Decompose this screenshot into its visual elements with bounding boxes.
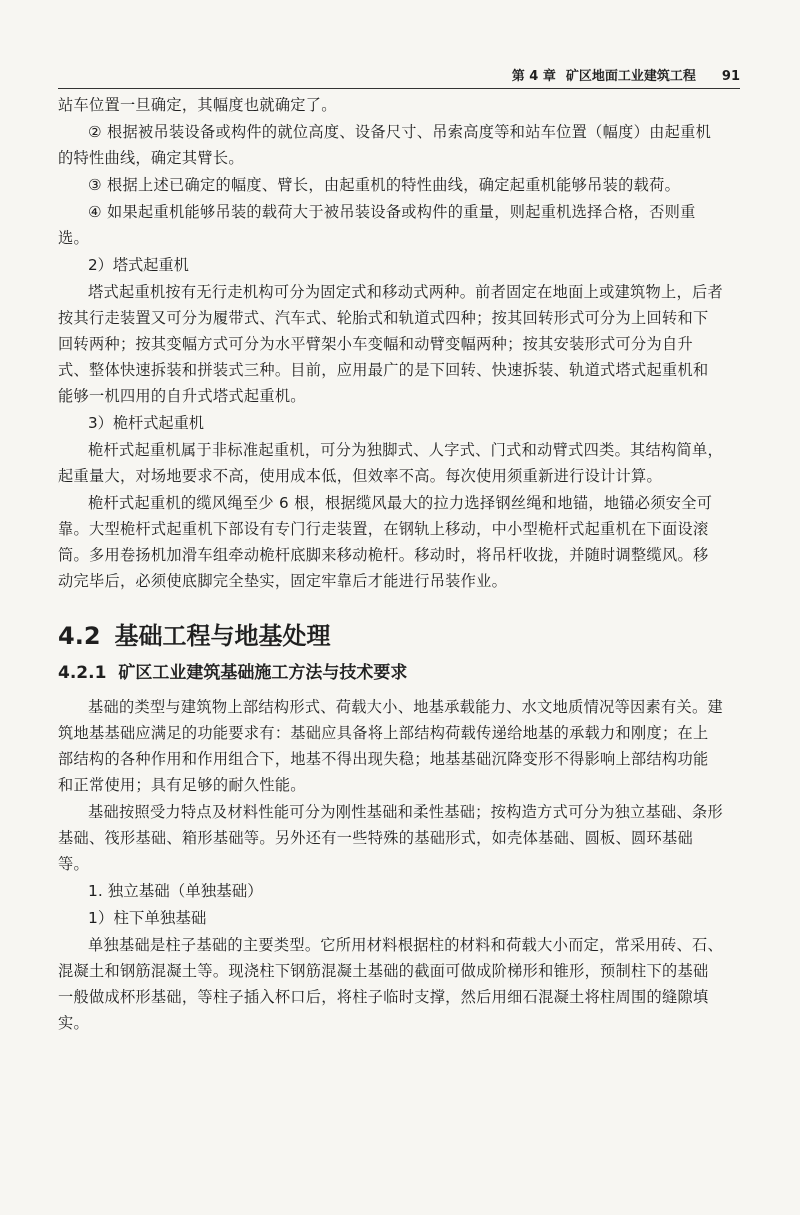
paragraph-step-2: ② 根据被吊装设备或构件的就位高度、设备尺寸、吊索高度等和站车位置（幅度）由起重机的特性曲线，确定其臂长。 <box>58 123 712 167</box>
section-number: 4.2 <box>58 622 101 650</box>
section-heading <box>58 616 723 656</box>
page-number: 91 <box>721 69 740 84</box>
paragraph-mast-crane-1: 桅杆式起重机属于非标准起重机，可分为独脚式、人字式、门式和动臂式四类。其结构简单，起重量大，对场地要求不高，使用成本低，但效率不高。每次使用须重新进行设计计算。 <box>58 441 723 485</box>
paragraph-column-foundation: 单独基础是柱子基础的主要类型。它所用材料根据柱的材料和荷载大小而定，常采用砖、石、混凝土和钢筋混凝土等。现浇柱下钢筋混凝土基础的截面可做成阶梯形和锥形，预制柱下的基础一般做成杯形基础，等柱子插入杯口后，将柱子临时支撑，然后用细石混凝土将柱周围的缝隙填实。 <box>58 936 723 1032</box>
paragraph-mast-crane-2: 桅杆式起重机的缆风绳至少 6 根，根据缆风最大的拉力选择钢丝绳和地锚，地锚必须安全可靠。大型桅杆式起重机下部设有专门行走装置，在钢轨上移动，中小型桅杆式起重机在下面设滚筒。多用卷扬机加滑车组牵动桅杆底脚来移动桅杆。移动时，将吊杆收拢，并随时调整缆风。移动完毕后，必须使底脚完全垫实，固定牢靠后才能进行吊装作业。 <box>58 494 713 590</box>
paragraph-step-3: ③ 根据上述已确定的幅度、臂长，由起重机的特性曲线，确定起重机能够吊装的载荷。 <box>88 176 681 194</box>
paragraph-continued: 站车位置一旦确定，其幅度也就确定了。 <box>58 96 337 114</box>
heading-independent-foundation: 1. 独立基础（单独基础） <box>88 882 263 900</box>
subsection-heading <box>58 658 723 688</box>
heading-column-foundation: 1）柱下单独基础 <box>88 909 207 927</box>
subsection-title: 矿区工业建筑基础施工方法与技术要求 <box>118 663 408 683</box>
paragraph-foundation-2: 基础按照受力特点及材料性能可分为刚性基础和柔性基础；按构造方式可分为独立基础、条形基础、筏形基础、箱形基础等。另外还有一些特殊的基础形式，如壳体基础、圆板、圆环基础等。 <box>58 803 723 873</box>
section-title: 基础工程与地基处理 <box>114 622 331 650</box>
running-header <box>58 58 740 89</box>
subheading-mast-crane: 3）桅杆式起重机 <box>88 414 204 432</box>
subsection-number: 4.2.1 <box>58 663 107 683</box>
chapter-number: 第 4 章 <box>511 69 556 84</box>
paragraph-step-4: ④ 如果起重机能够吊装的载荷大于被吊装设备或构件的重量，则起重机选择合格，否则重选。 <box>58 203 696 247</box>
subheading-tower-crane: 2）塔式起重机 <box>88 256 189 274</box>
paragraph-foundation-1: 基础的类型与建筑物上部结构形式、荷载大小、地基承载能力、水文地质情况等因素有关。建筑地基基础应满足的功能要求有：基础应具备将上部结构荷载传递给地基的承载力和刚度；在上部结构的各种作用和作用组合下，地基不得出现失稳；地基基础沉降变形不得影响上部结构功能和正常使用；具有足够的耐久性能。 <box>58 698 723 794</box>
paragraph-tower-crane: 塔式起重机按有无行走机构可分为固定式和移动式两种。前者固定在地面上或建筑物上，后者按其行走装置又可分为履带式、汽车式、轮胎式和轨道式四种；按其回转形式可分为上回转和下回转两种；按其变幅方式可分为水平臂架小车变幅和动臂变幅两种；按其安装形式可分为自升式、整体快速拆装和拼装式三种。目前，应用最广的是下回转、快速拆装、轨道式塔式起重机和能够一机四用的自升式塔式起重机。 <box>58 283 723 405</box>
chapter-title: 矿区地面工业建筑工程 <box>565 69 696 84</box>
page-body <box>58 92 723 1037</box>
